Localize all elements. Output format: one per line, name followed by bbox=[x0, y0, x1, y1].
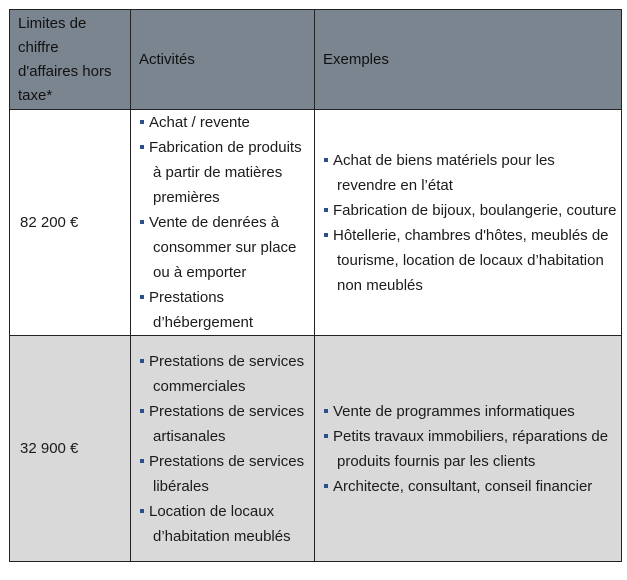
revenue-limits-table-container bbox=[9, 9, 621, 562]
list-item: Prestations d’hébergement bbox=[139, 285, 312, 335]
list-item: Hôtellerie, chambres d'hôtes, meublés de tourisme, location de locaux d’habitation non meublés bbox=[323, 223, 617, 298]
list-item: Vente de denrées à consommer sur place ou à emporter bbox=[139, 210, 312, 285]
header-activities-label: Activités bbox=[139, 50, 195, 68]
table-row bbox=[10, 110, 622, 336]
list-item: Petits travaux immobiliers, réparations de produits fournis par les clients bbox=[323, 424, 617, 474]
list-item: Prestations de services libérales bbox=[139, 449, 312, 499]
examples-cell bbox=[315, 110, 622, 336]
list-item: Location de locaux d’habitation meublés bbox=[139, 499, 312, 549]
activities-cell bbox=[131, 336, 315, 562]
revenue-limit-cell: 82 200 € bbox=[10, 110, 131, 336]
list-item: Achat / revente bbox=[139, 110, 312, 135]
list-item: Fabrication de produits à partir de matières premières bbox=[139, 135, 312, 210]
activities-list bbox=[131, 349, 314, 549]
examples-list bbox=[315, 148, 621, 298]
header-examples bbox=[315, 10, 622, 110]
header-activities bbox=[131, 10, 315, 110]
header-revenue-limits bbox=[10, 10, 131, 110]
table-row bbox=[10, 336, 622, 562]
revenue-limit-cell: 32 900 € bbox=[10, 336, 131, 562]
list-item: Prestations de services artisanales bbox=[139, 399, 312, 449]
table-header-row bbox=[10, 10, 622, 110]
examples-cell bbox=[315, 336, 622, 562]
activities-list bbox=[131, 110, 314, 335]
list-item: Achat de biens matériels pour les revendre en l’état bbox=[323, 148, 617, 198]
activities-cell bbox=[131, 110, 315, 336]
examples-list bbox=[315, 399, 621, 499]
list-item: Architecte, consultant, conseil financier bbox=[323, 474, 617, 499]
revenue-limits-table bbox=[9, 9, 622, 562]
header-revenue-limits-label: Limites de chiffre d'affaires hors taxe* bbox=[18, 14, 112, 104]
header-examples-label: Exemples bbox=[323, 50, 389, 68]
list-item: Fabrication de bijoux, boulangerie, couture bbox=[323, 198, 617, 223]
list-item: Prestations de services commerciales bbox=[139, 349, 312, 399]
list-item: Vente de programmes informatiques bbox=[323, 399, 617, 424]
